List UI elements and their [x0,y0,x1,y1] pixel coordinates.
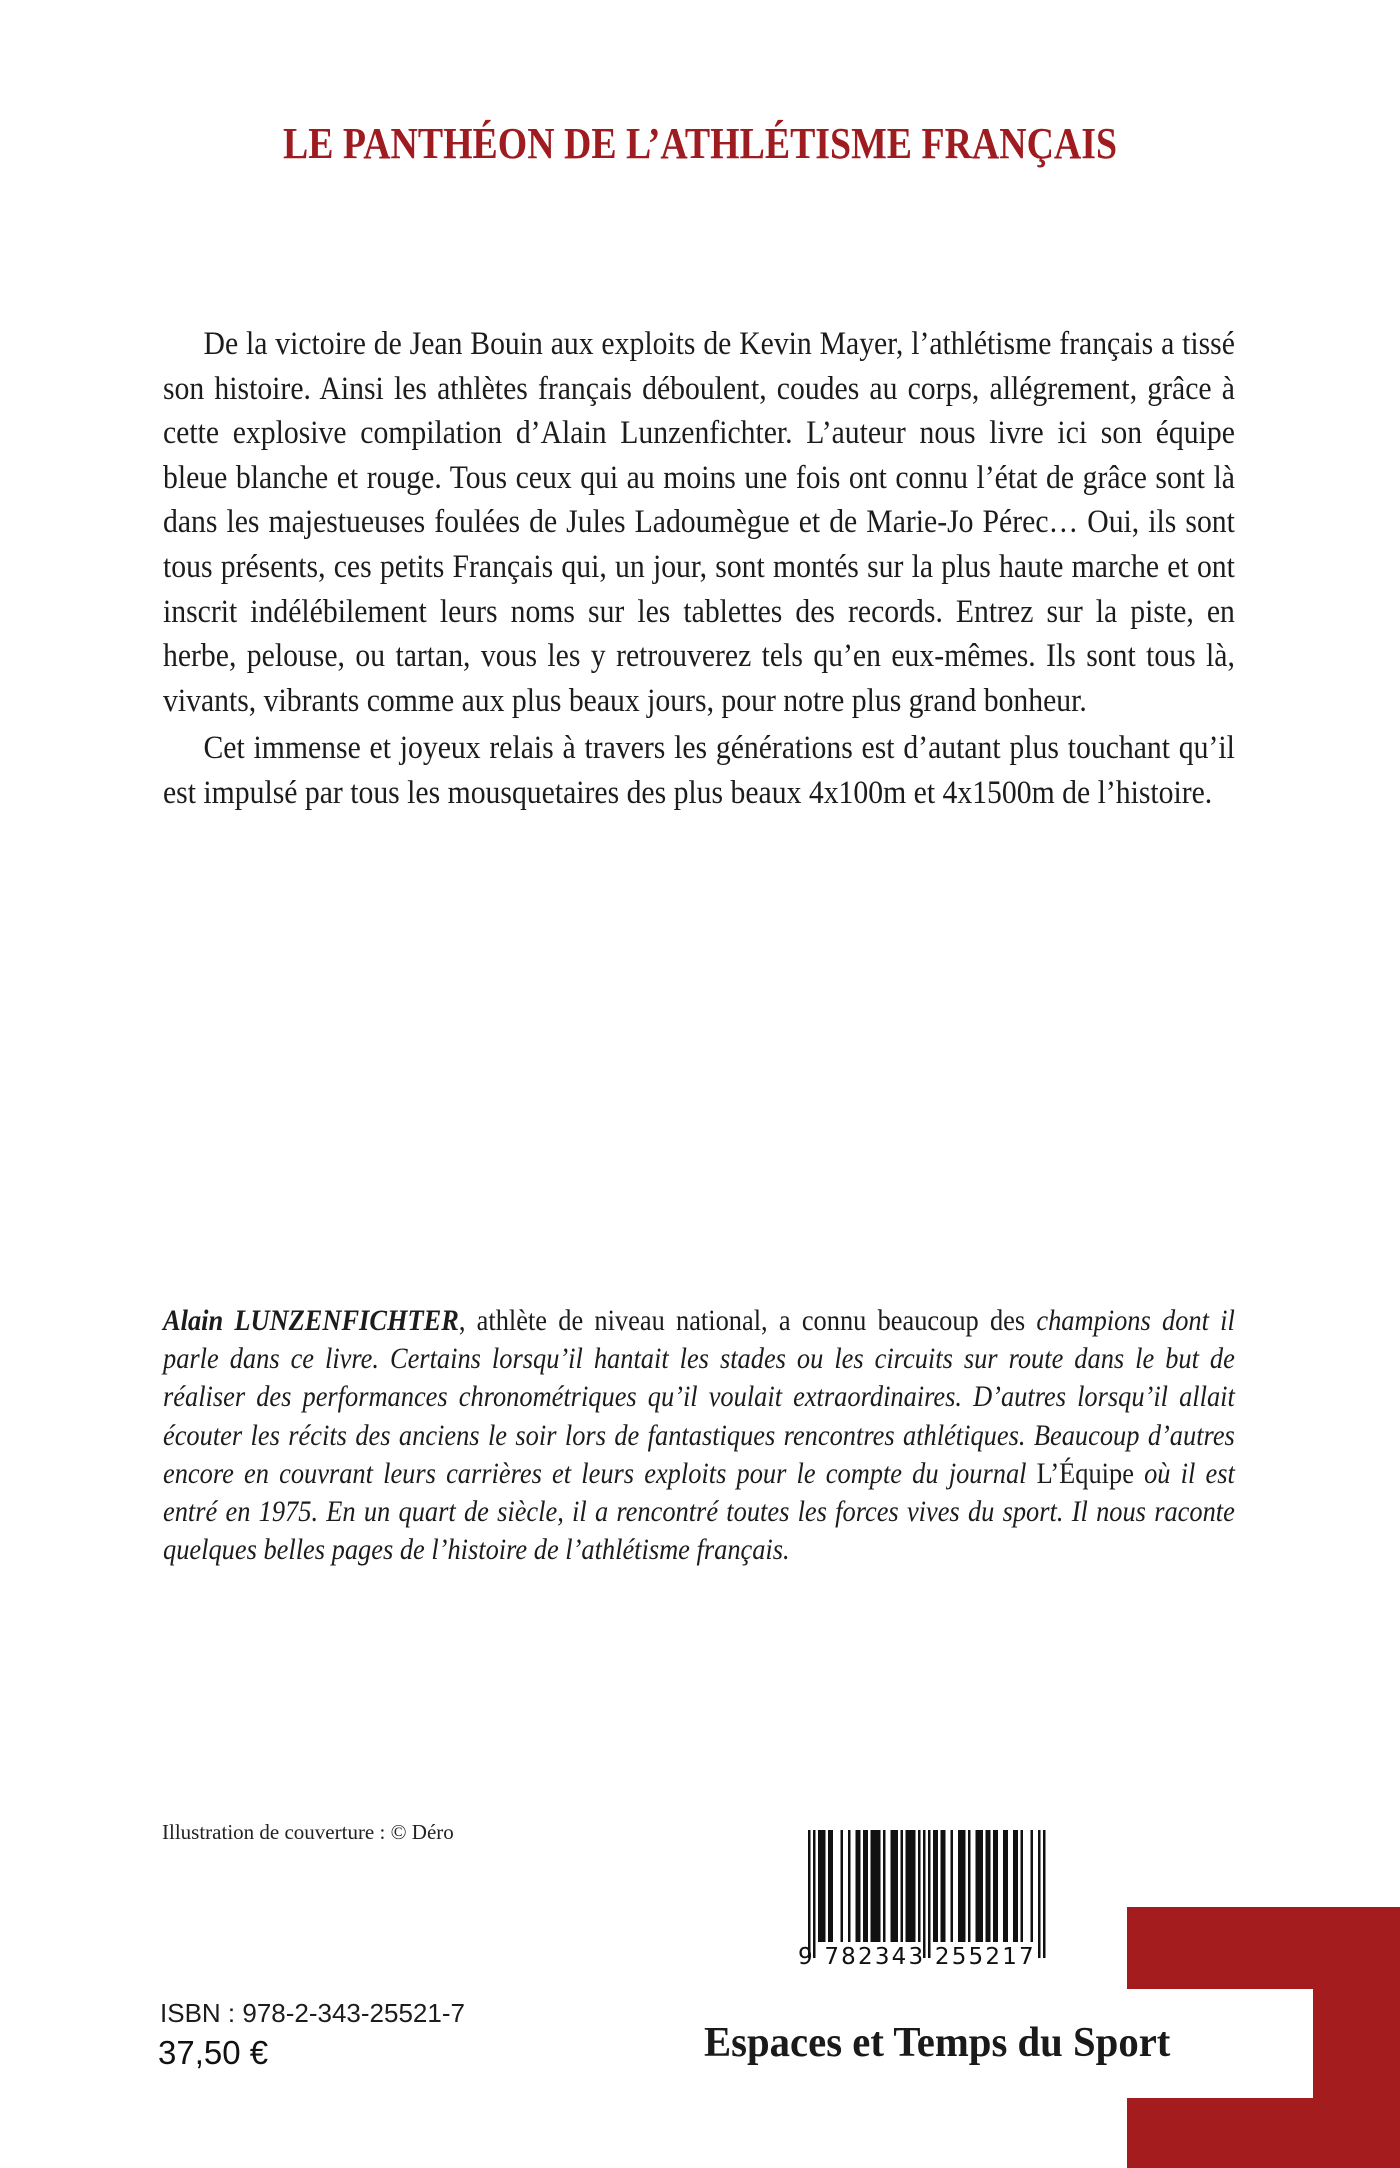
barcode-bar [968,1830,971,1942]
author-bio-text-end: où il est entré en 1975. En un quart de siècle, il a rencontré toutes les forces vives du sport. Il nous raconte quelques belles pages de l’histoire de l’athlétisme français. [163,1456,1235,1567]
barcode-guard-bar [813,1830,816,1958]
barcode-bar [831,1830,834,1942]
barcode-bar [823,1830,826,1942]
price: 37,50 € [158,2034,269,2071]
barcode-bar [1021,1830,1024,1942]
barcode-bar [943,1830,946,1942]
barcode-bar [993,1830,996,1942]
barcode-bar [913,1830,916,1942]
barcode-guard-bar [928,1830,931,1958]
barcode-bar [908,1830,911,1942]
barcode-bar [871,1830,874,1942]
barcode-bar [1016,1830,1019,1942]
barcode-bar [858,1830,861,1942]
barcode-bar [866,1830,869,1942]
isbn-barcode [796,1828,1052,1970]
barcode-bar [883,1830,886,1942]
barcode-bar [876,1830,879,1942]
barcode-bar [878,1830,881,1942]
barcode-bar [951,1830,954,1942]
barcode-bar [1031,1830,1034,1942]
barcode-bar [896,1830,899,1942]
barcode-bar [933,1830,936,1942]
barcode-bar [981,1830,984,1942]
barcode-bar [1006,1830,1009,1942]
barcode-bar [988,1830,991,1942]
barcode-bar [976,1830,979,1942]
barcode-bar [821,1830,824,1942]
barcode-bar [828,1830,831,1942]
barcode-bar [856,1830,859,1942]
author-bio-text: champions dont il parle dans ce livre. Certains lorsqu’il hantait les stades ou les circuits sur route dans le but de réaliser des performances chronométriques qu’il voulait extraordinaires. D’autres lorsqu’il allait écouter les récits des anciens le soir lors de fantastiques rencontres athlétiques. Beaucoup d’autres encore en couvrant leurs carrières et leurs exploits pour le compte du journal [163,1304,1235,1490]
barcode-bar [1003,1830,1006,1942]
barcode-bar [848,1830,851,1942]
barcode-bar [1013,1830,1016,1942]
author-bio [163,1302,1235,1569]
book-title: LE PANTHÉON DE L’ATHLÉTISME FRANÇAIS [282,119,1118,168]
barcode-guard-bar [808,1830,811,1958]
barcode-bar [978,1830,981,1942]
barcode-bar [986,1830,989,1942]
barcode-graphic [796,1828,1052,1970]
barcode-bar [941,1830,944,1942]
author-name: Alain LUNZENFICHTER [163,1304,459,1337]
illustration-credit: Illustration de couverture : © Déro [162,1820,454,1844]
barcode-bar [906,1830,909,1942]
barcode-bar [818,1830,821,1942]
barcode-bar [911,1830,914,1942]
barcode-bar [863,1830,866,1942]
publisher-series-name: Espaces et Temps du Sport [704,2020,1171,2066]
barcode-bar [918,1830,921,1942]
author-bio-intro: , athlète de niveau national, a connu beaucoup des [458,1304,1026,1337]
barcode-bar [893,1830,896,1942]
barcode-guard-bar [1043,1830,1046,1958]
barcode-bar [936,1830,939,1942]
blurb-paragraph: De la victoire de Jean Bouin aux exploits de Kevin Mayer, l’athlétisme français a tissé son histoire. Ainsi les athlètes français déboulent, coudes au corps, allégrement, grâce à cette explosive compilation d’Alain Lunzenfichter. L’auteur nous livre ici son équipe bleue blanche et rouge. Tous ceux qui au moins une fois ont connu l’état de grâce sont là dans les majestueuses foulées de Jules Ladoumègue et de Marie-Jo Pérec… Oui, ils sont tous présents, ces petits Français qui, un jour, sont montés sur la plus haute marche et ont inscrit indélébilement leurs noms sur les tablettes des records. Entrez sur la piste, en herbe, pelouse, ou tartan, vous les y retrouverez tels qu’en eux-mêmes. Ils sont tous là, vivants, vibrants comme aux plus beaux jours, pour notre plus grand bonheur. [163,326,1235,719]
newspaper-name: L’Équipe [1036,1456,1134,1490]
author-bio-paragraph [163,1302,1235,1569]
barcode-digits: 9 782343 255217 [798,1944,1036,1970]
barcode-bar [963,1830,966,1942]
isbn-number: ISBN : 978-2-343-25521-7 [160,1998,465,2028]
back-cover-blurb [163,322,1235,816]
barcode-bar [891,1830,894,1942]
barcode-bar [996,1830,999,1942]
barcode-bar [841,1830,844,1942]
blurb-paragraph: Cet immense et joyeux relais à travers les générations est d’autant plus touchant qu’il est impulsé par tous les mousquetaires des plus beaux 4x100m et 4x1500m de l’histoire. [163,730,1235,811]
barcode-bar [961,1830,964,1942]
barcode-bar [901,1830,904,1942]
barcode-guard-bar [1038,1830,1041,1958]
barcode-bar [958,1830,961,1942]
barcode-bars [808,1830,1046,1958]
barcode-guard-bar [923,1830,926,1958]
barcode-bar [873,1830,876,1942]
